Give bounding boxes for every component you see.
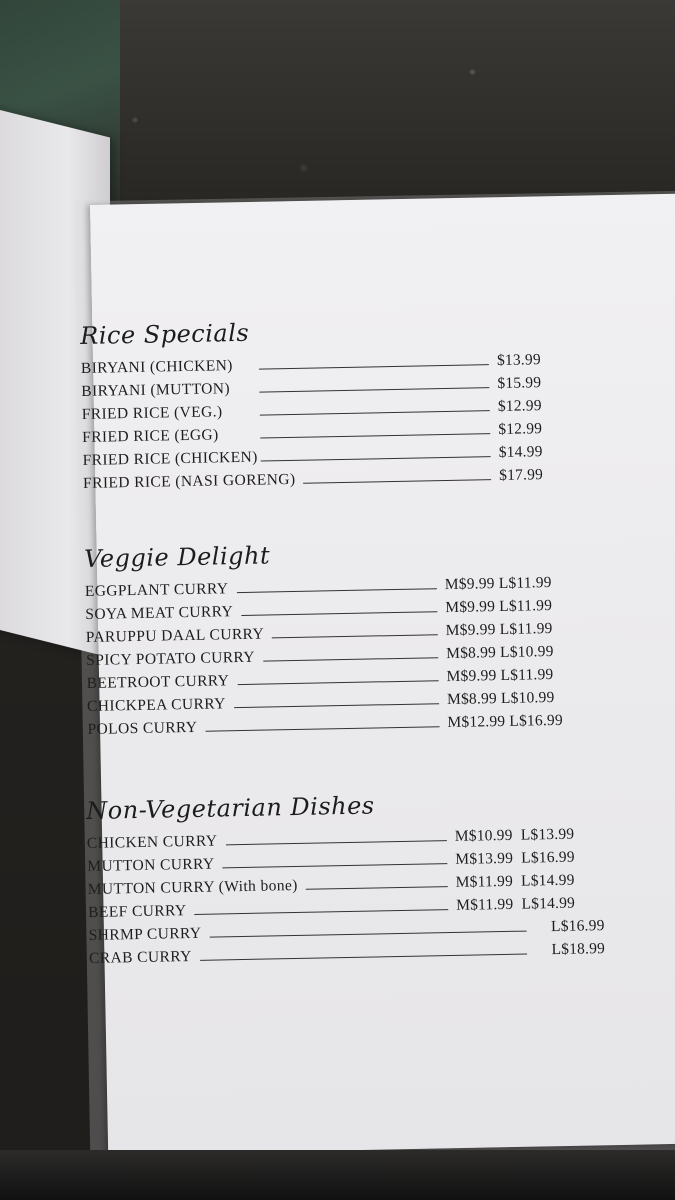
dotted-leader <box>237 679 438 685</box>
item-price: M$8.99 L$10.99 <box>445 643 554 663</box>
item-price: M$9.99 L$11.99 <box>446 666 554 686</box>
item-name: SOYA MEAT CURRY <box>85 603 234 623</box>
item-price: $13.99 <box>496 351 541 370</box>
dotted-leader <box>236 587 436 593</box>
veggie-delight-section <box>84 535 596 744</box>
item-name: FRIED RICE (NASI GORENG) <box>82 470 296 492</box>
item-name: SHRMP CURRY <box>88 924 202 944</box>
item-name: CHICKPEA CURRY <box>86 695 226 715</box>
item-name: EGGPLANT CURRY <box>84 580 229 600</box>
dotted-leader <box>261 455 491 461</box>
item-price: $14.99 <box>498 443 543 461</box>
item-name: BEEF CURRY <box>88 902 187 921</box>
item-price: M$9.99 L$11.99 <box>445 620 553 640</box>
item-price: M$11.99 L$14.99 <box>455 871 575 891</box>
item-price: M$9.99 L$11.99 <box>444 574 552 594</box>
item-price: $12.99 <box>497 397 542 415</box>
dotted-leader <box>200 953 527 961</box>
dotted-leader <box>263 656 438 661</box>
section-title: Rice Specials <box>80 318 250 350</box>
section-title: Non-Vegetarian Dishes <box>86 791 375 825</box>
item-name: MUTTON CURRY (With bone) <box>87 876 298 898</box>
item-price: M$11.99 L$14.99 <box>455 894 576 914</box>
item-name: BEETROOT CURRY <box>86 672 230 692</box>
item-name: MUTTON CURRY <box>87 855 215 875</box>
dotted-leader <box>195 908 449 915</box>
item-price: M$13.99 L$16.99 <box>455 848 575 868</box>
item-name: PARUPPU DAAL CURRY <box>85 625 265 646</box>
item-price: M$12.99 L$16.99 <box>447 711 563 732</box>
dotted-leader <box>223 862 448 868</box>
section-title: Veggie Delight <box>84 541 271 573</box>
dotted-leader <box>303 478 491 484</box>
item-name: FRIED RICE (VEG.) <box>81 403 223 423</box>
item-price: $12.99 <box>498 420 543 438</box>
item-name: FRIED RICE (EGG) <box>82 426 219 446</box>
item-price: M$8.99 L$10.99 <box>446 688 555 709</box>
dotted-leader <box>209 930 526 938</box>
dotted-leader <box>260 409 490 415</box>
item-name: POLOS CURRY <box>87 718 198 738</box>
item-name: CRAB CURRY <box>88 948 192 967</box>
dotted-leader <box>234 702 439 708</box>
item-price: M$9.99 L$11.99 <box>445 597 553 617</box>
rice-specials-section <box>80 313 543 498</box>
item-name: CHICKEN CURRY <box>86 832 218 852</box>
item-name: FRIED RICE (CHICKEN) <box>82 448 258 469</box>
item-name: BIRYANI (MUTTON) <box>81 380 231 400</box>
non-vegetarian-section <box>86 787 605 973</box>
item-price: L$18.99 <box>551 940 606 959</box>
dotted-leader <box>241 610 437 616</box>
item-price: $15.99 <box>497 374 542 392</box>
dotted-leader <box>259 363 489 369</box>
item-price: $17.99 <box>499 466 544 484</box>
item-price: L$16.99 <box>550 917 605 936</box>
dotted-leader <box>205 725 439 731</box>
item-name: SPICY POTATO CURRY <box>86 648 256 669</box>
dotted-leader <box>272 633 438 638</box>
item-price: M$10.99 L$13.99 <box>454 825 575 845</box>
dotted-leader <box>225 839 446 845</box>
dotted-leader <box>259 386 489 392</box>
dotted-leader <box>306 885 448 890</box>
item-name: BIRYANI (CHICKEN) <box>80 357 233 377</box>
table-edge <box>0 1150 675 1200</box>
dotted-leader <box>260 432 490 438</box>
